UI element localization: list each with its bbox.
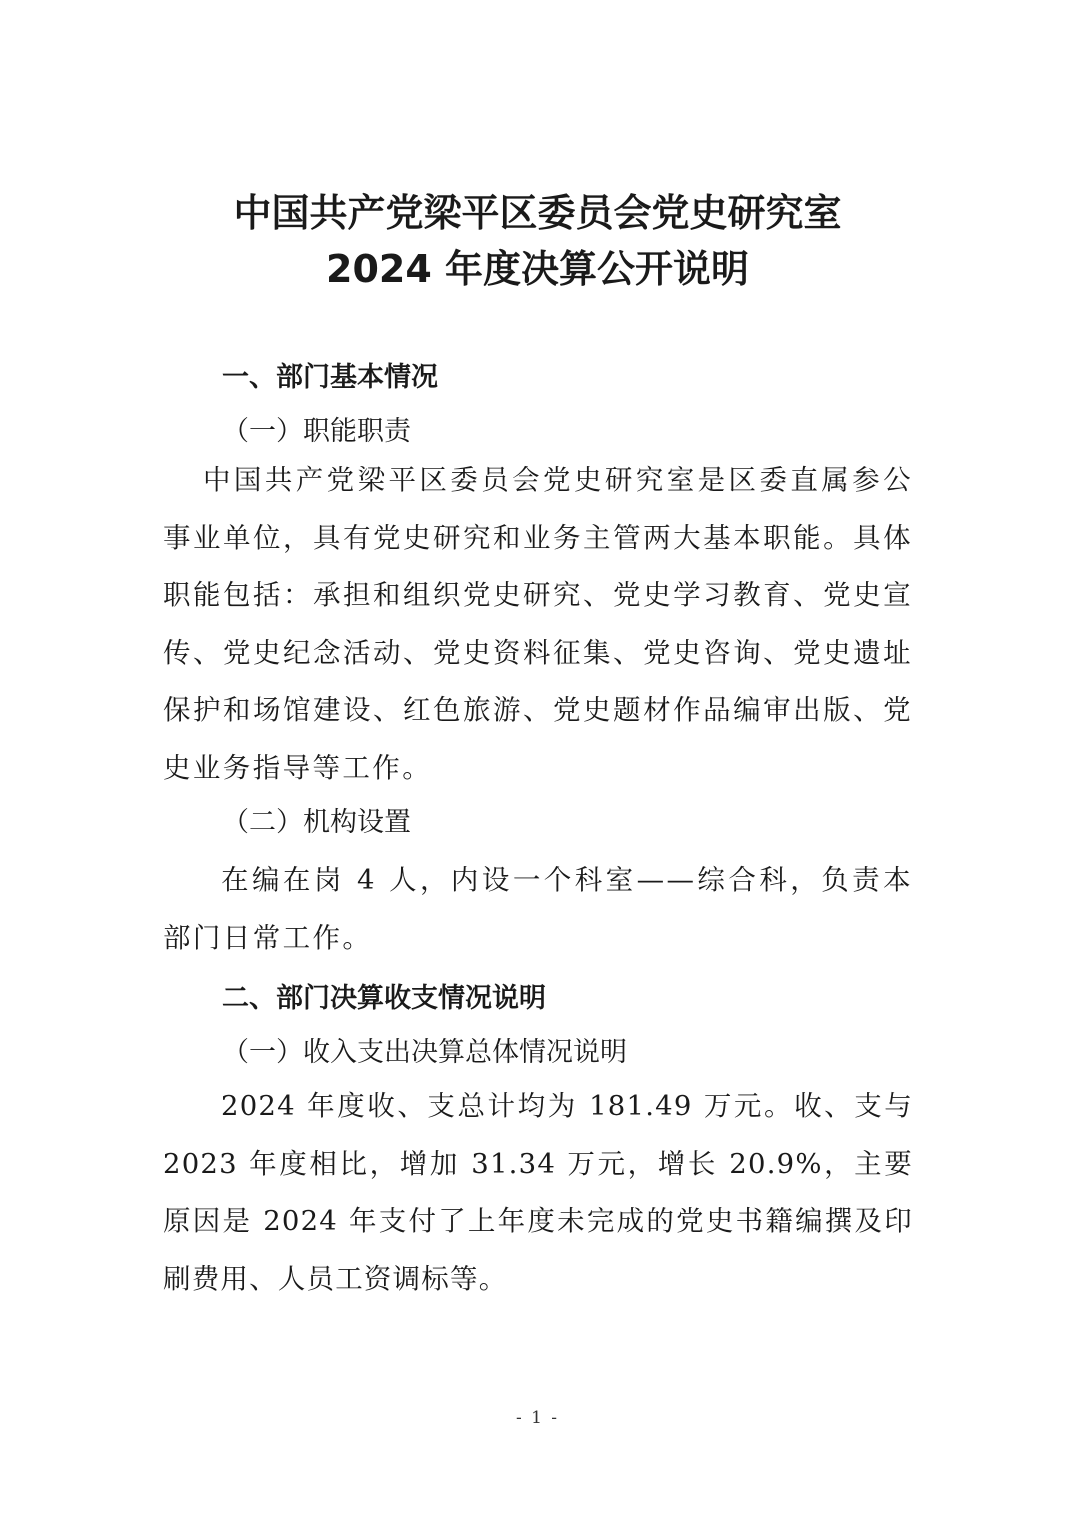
- section1-sub1-heading: （一）职能职责: [222, 416, 411, 447]
- section1-sub1-body: 中国共产党梁平区委员会党史研究室是区委直属参公事业单位，具有党史研究和业务主管两大基本职能。具体职能包括：承担和组织党史研究、党史学习教育、党史宣传、党史纪念活动、党史资料征集、党史咨询、党史遗址保护和场馆建设、红色旅游、党史题材作品编审出版、党史业务指导等工作。: [163, 464, 913, 784]
- section2-sub1-body: 2024 年度收、支总计均为 181.49 万元。收、支与 2023 年度相比，增加 31.34 万元，增长 20.9%，主要原因是 2024 年支付了上年度未完成的党史书籍编撰及印刷费用、人员工资调标等。: [163, 1090, 913, 1295]
- section1-sub2-heading: （二）机构设置: [222, 807, 411, 838]
- section1-heading: 一、部门基本情况: [222, 362, 438, 393]
- section2-heading: 二、部门决算收支情况说明: [222, 983, 546, 1014]
- document-title-line2: 2024 年度决算公开说明: [326, 247, 749, 291]
- section2-sub1-heading: （一）收入支出决算总体情况说明: [222, 1037, 627, 1068]
- document-title-line1: 中国共产党梁平区委员会党史研究室: [233, 191, 842, 235]
- page-number: - 1 -: [515, 1408, 560, 1428]
- section1-sub2-body: 在编在岗 4 人，内设一个科室——综合科，负责本部门日常工作。: [163, 864, 913, 954]
